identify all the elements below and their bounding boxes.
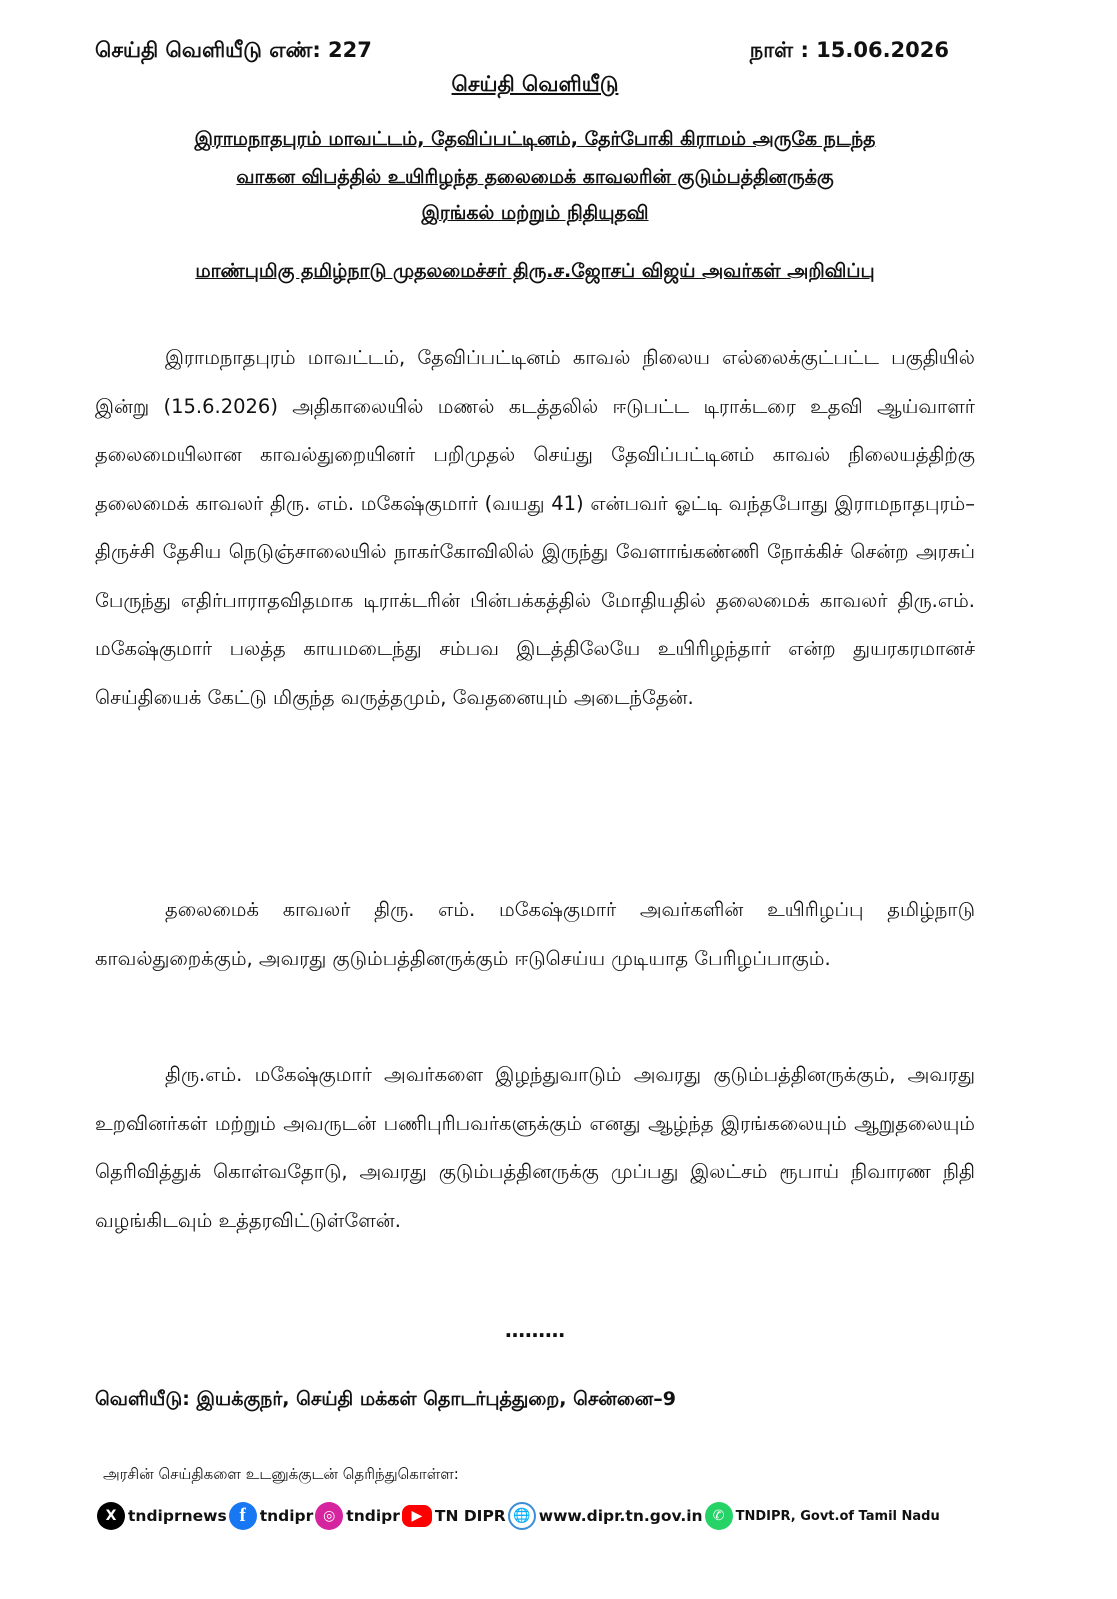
subheadline: மாண்புமிகு தமிழ்நாடு முதலமைச்சர் திரு.ச.ஜோசப் விஜய் அவர்கள் அறிவிப்பு — [195, 260, 875, 282]
document-title: செய்தி வெளியீடு — [451, 72, 619, 96]
whatsapp-icon: ✆ — [705, 1502, 733, 1530]
globe-icon: 🌐 — [508, 1502, 536, 1530]
follow-prompt: அரசின் செய்திகளை உடனுக்குடன் தெரிந்துகொள்ள: — [103, 1465, 459, 1483]
social-link-facebook[interactable] — [229, 1502, 314, 1530]
x-icon: X — [97, 1502, 125, 1530]
instagram-icon: ◎ — [315, 1502, 343, 1530]
social-handle: tndipr — [346, 1507, 400, 1525]
body-paragraph-2: தலைமைக் காவலர் திரு. எம். மகேஷ்குமார் அவர்களின் உயிரிழப்பு தமிழ்நாடு காவல்துறைக்கும், அவரது குடும்பத்தினருக்கும் ஈடுசெய்ய முடியாத பேரிழப்பாகும். — [95, 898, 975, 970]
social-handle: tndipr — [259, 1507, 314, 1525]
body-paragraph-3: திரு.எம். மகேஷ்குமார் அவர்களை இழந்துவாடும் அவரது குடும்பத்தினருக்கும், அவரது உறவினர்கள் மற்றும் அவருடன் பணிபுரிபவர்களுக்கும் எனது ஆழ்ந்த இரங்கலையும் ஆறுதலையும் தெரிவித்துக் கொள்வதோடு, அவரது குடும்பத்தினருக்கு முப்பது இலட்சம் ரூபாய் நிவாரண நிதி வழங்கிடவும் உத்தரவிட்டுள்ளேன். — [95, 1063, 975, 1232]
release-date: நாள் : 15.06.2026 — [749, 38, 949, 62]
social-link-website[interactable] — [508, 1502, 703, 1530]
social-handle: TNDIPR, Govt.of Tamil Nadu — [735, 1508, 940, 1524]
social-links-bar — [97, 1500, 977, 1532]
issuer-line: வெளியீடு: இயக்குநர், செய்தி மக்கள் தொடர்புத்துறை, சென்னை–9 — [95, 1388, 676, 1410]
youtube-icon: ▶ — [402, 1505, 432, 1527]
social-link-youtube[interactable] — [402, 1505, 506, 1527]
social-handle: TN DIPR — [434, 1507, 506, 1525]
end-marker: ……… — [505, 1318, 565, 1342]
social-handle: tndiprnews — [128, 1507, 227, 1525]
headline-line-2: வாகன விபத்தில் உயிரிழந்த தலைமைக் காவலரின் குடும்பத்தினருக்கு — [236, 166, 834, 188]
social-link-instagram[interactable] — [315, 1502, 400, 1530]
facebook-icon: f — [229, 1502, 257, 1530]
headline-line-1: இராமநாதபுரம் மாவட்டம், தேவிப்பட்டினம், தேர்போகி கிராமம் அருகே நடந்த — [194, 128, 876, 150]
body-paragraph-1: இராமநாதபுரம் மாவட்டம், தேவிப்பட்டினம் காவல் நிலைய எல்லைக்குட்பட்ட பகுதியில் இன்று (15.6.2026) அதிகாலையில் மணல் கடத்தலில் ஈடுபட்ட டிராக்டரை உதவி ஆய்வாளர் தலைமையிலான காவல்துறையினர் பறிமுதல் செய்து தேவிப்பட்டினம் காவல் நிலையத்திற்கு தலைமைக் காவலர் திரு. எம். மகேஷ்குமார் (வயது 41) என்பவர் ஓட்டி வந்தபோது இராமநாதபுரம்–திருச்சி தேசிய நெடுஞ்சாலையில் நாகர்கோவிலில் இருந்து வேளாங்கண்ணி நோக்கிச் சென்ற அரசுப் பேருந்து எதிர்பாராதவிதமாக டிராக்டரின் பின்பக்கத்தில் மோதியதில் தலைமைக் காவலர் திரு.எம். மகேஷ்குமார் பலத்த காயமடைந்து சம்பவ இடத்திலேயே உயிரிழந்தார் என்ற துயரகரமானச் செய்தியைக் கேட்டு மிகுந்த வருத்தமும், வேதனையும் அடைந்தேன். — [95, 346, 975, 709]
social-link-whatsapp[interactable] — [705, 1502, 940, 1530]
release-number: செய்தி வெளியீடு எண்: 227 — [95, 38, 372, 62]
social-link-x[interactable] — [97, 1502, 227, 1530]
website-url: www.dipr.tn.gov.in — [538, 1507, 703, 1525]
headline-line-3: இரங்கல் மற்றும் நிதியுதவி — [421, 202, 649, 224]
